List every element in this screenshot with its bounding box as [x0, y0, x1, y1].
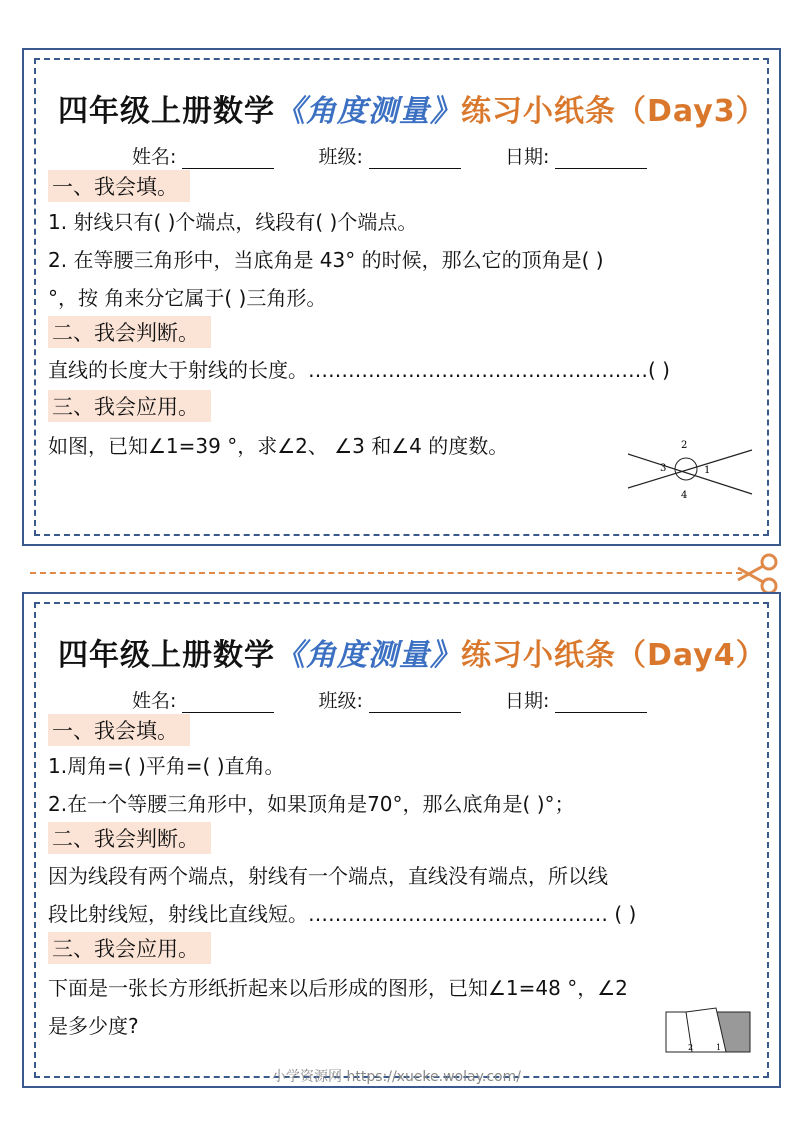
class-blank[interactable]: [369, 152, 461, 169]
question-1: 1. 射线只有( )个端点，线段有( )个端点。: [48, 210, 418, 234]
date-blank[interactable]: [555, 696, 647, 713]
question-2: 2.在一个等腰三角形中，如果顶角是70°，那么底角是( )°；: [48, 792, 575, 816]
student-info-row: [132, 142, 685, 169]
folded-paper-figure: [664, 1006, 754, 1056]
angle-marks: [675, 458, 697, 480]
name-blank[interactable]: [182, 152, 274, 169]
section-judge-heading: 二、我会判断。: [48, 316, 211, 348]
name-blank[interactable]: [182, 696, 274, 713]
card-title: [58, 86, 767, 130]
date-label: 日期:: [505, 146, 550, 168]
judge-statement: 直线的长度大于射线的长度。……………………………………………( ): [48, 358, 670, 382]
question-2-line2: °，按 角来分它属于( )三角形。: [48, 286, 327, 310]
apply-question-line2: 是多少度?: [48, 1014, 139, 1038]
student-info-row: [132, 686, 685, 713]
footer-watermark: 小学资源网 https://xueke.wolay.com/: [272, 1069, 521, 1085]
fig-label-1: 1: [716, 1043, 722, 1052]
section-apply-heading: 三、我会应用。: [48, 390, 211, 422]
title-day: 练习小纸条（Day4）: [461, 638, 767, 673]
line-a: [628, 454, 752, 494]
section-apply-heading: 三、我会应用。: [48, 932, 211, 964]
fig-label-4: 4: [681, 490, 688, 501]
scissors-icon: [736, 552, 782, 596]
section-fill-heading: 一、我会填。: [48, 170, 190, 202]
apply-question-line1: 下面是一张长方形纸折起来以后形成的图形，已知∠1=48 °，∠2: [48, 976, 628, 1000]
worksheet-card-day4: [22, 592, 781, 1088]
section-judge-heading: 二、我会判断。: [48, 822, 211, 854]
class-blank[interactable]: [369, 696, 461, 713]
question-2-line1: 2. 在等腰三角形中，当底角是 43° 的时候，那么它的顶角是( ): [48, 248, 604, 272]
question-1: 1.周角=( )平角=( )直角。: [48, 754, 285, 778]
worksheet-card-day3: [22, 48, 781, 546]
title-topic: 《角度测量》: [275, 94, 461, 129]
judge-statement-line2: 段比射线短，射线比直线短。……………………………………… ( ): [48, 902, 637, 926]
title-grade: 四年级上册数学: [58, 638, 275, 673]
intersecting-lines-figure: [624, 434, 754, 504]
name-label: 姓名:: [132, 690, 177, 712]
judge-statement-line1: 因为线段有两个端点，射线有一个端点，直线没有端点，所以线: [48, 864, 608, 888]
date-label: 日期:: [505, 690, 550, 712]
fig-label-2: 2: [688, 1043, 694, 1052]
title-grade: 四年级上册数学: [58, 94, 275, 129]
fig-label-2: 2: [681, 440, 688, 451]
fig-label-1: 1: [704, 465, 711, 476]
section-fill-heading: 一、我会填。: [48, 714, 190, 746]
apply-question: 如图，已知∠1=39 °，求∠2、 ∠3 和∠4 的度数。: [48, 434, 509, 458]
name-label: 姓名:: [132, 146, 177, 168]
class-label: 班级:: [318, 690, 363, 712]
cut-line: [30, 572, 742, 574]
class-label: 班级:: [318, 146, 363, 168]
date-blank[interactable]: [555, 152, 647, 169]
title-topic: 《角度测量》: [275, 638, 461, 673]
title-day: 练习小纸条（Day3）: [461, 94, 767, 129]
line-b: [628, 450, 752, 488]
card-title: [58, 630, 767, 674]
fig-label-3: 3: [660, 463, 667, 474]
card-dashed-border: [34, 602, 769, 1078]
